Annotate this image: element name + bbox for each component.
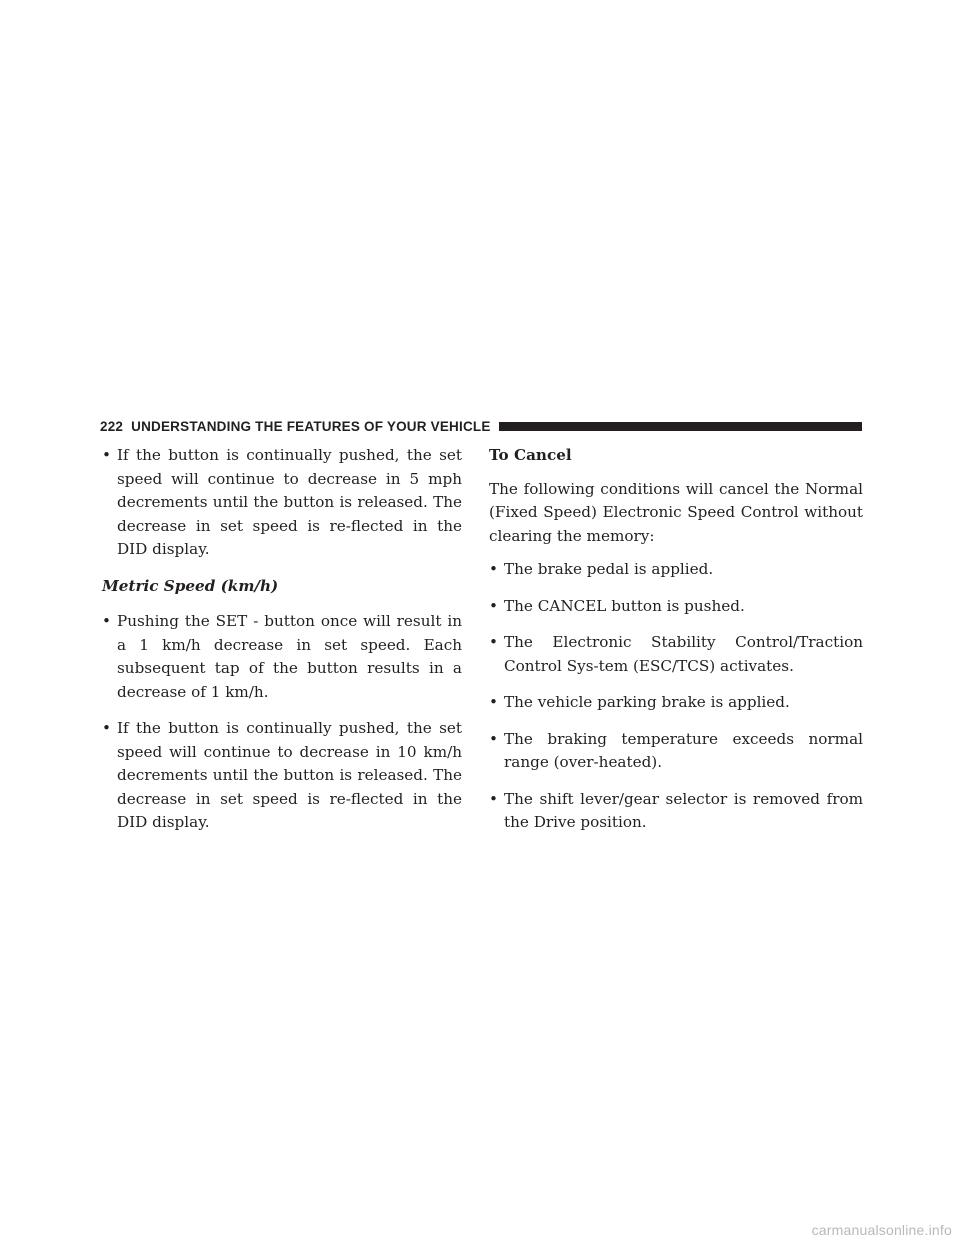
header-rule [499,422,862,431]
list-item [102,444,462,562]
bullet-text: The braking temperature exceeds normal range (over-heated). [504,729,863,771]
list-item [489,558,863,582]
bullet-icon: • [489,729,498,748]
list-item [489,728,863,775]
list-item [489,631,863,678]
bullet-icon: • [489,633,498,651]
bullet-icon: • [102,612,111,630]
bullet-text: The Electronic Stability Control/Traction Control Sys-tem (ESC/TCS) activates. [504,633,863,675]
list-item [489,788,863,835]
right-column [489,444,863,848]
bullet-icon: • [489,596,498,615]
bullet-text: Pushing the SET - button once will result in a 1 km/h decrease in set speed. Each subsequent tap of the button results in a decrease of 1 km/h. [117,612,462,701]
bullet-icon: • [102,719,111,737]
bullet-icon: • [489,789,498,808]
bullet-text: If the button is continually pushed, the set speed will continue to decrease in 10 km/h decrements until the button is released. The decrease in set speed is re-flected in the DID display. [117,719,462,831]
bullet-icon: • [489,560,498,578]
left-column [102,444,462,848]
to-cancel-heading: To Cancel [489,446,572,464]
page-number: 222 [100,418,124,434]
bullet-icon: • [102,446,111,464]
list-item [489,595,863,619]
bullet-text: If the button is continually pushed, the set speed will continue to decrease in 5 mph decrements until the button is released. The decrease in set speed is re-flected in the DID display. [117,446,462,558]
list-item [102,717,462,835]
section-title: UNDERSTANDING THE FEATURES OF YOUR VEHICLE [131,418,491,434]
bullet-text: The vehicle parking brake is applied. [504,693,790,711]
bullet-text: The shift lever/gear selector is removed from the Drive position. [504,789,863,831]
bullet-text: The CANCEL button is pushed. [504,596,745,615]
metric-speed-heading: Metric Speed (km/h) [102,576,279,595]
watermark: carmanualsonline.info [811,1222,952,1238]
list-item [489,691,863,715]
bullet-icon: • [489,693,498,711]
page-header [100,415,862,437]
list-item [102,610,462,704]
cancel-intro: The following conditions will cancel the Normal (Fixed Speed) Electronic Speed Control without clearing the memory: [489,479,863,545]
bullet-text: The brake pedal is applied. [504,560,714,578]
